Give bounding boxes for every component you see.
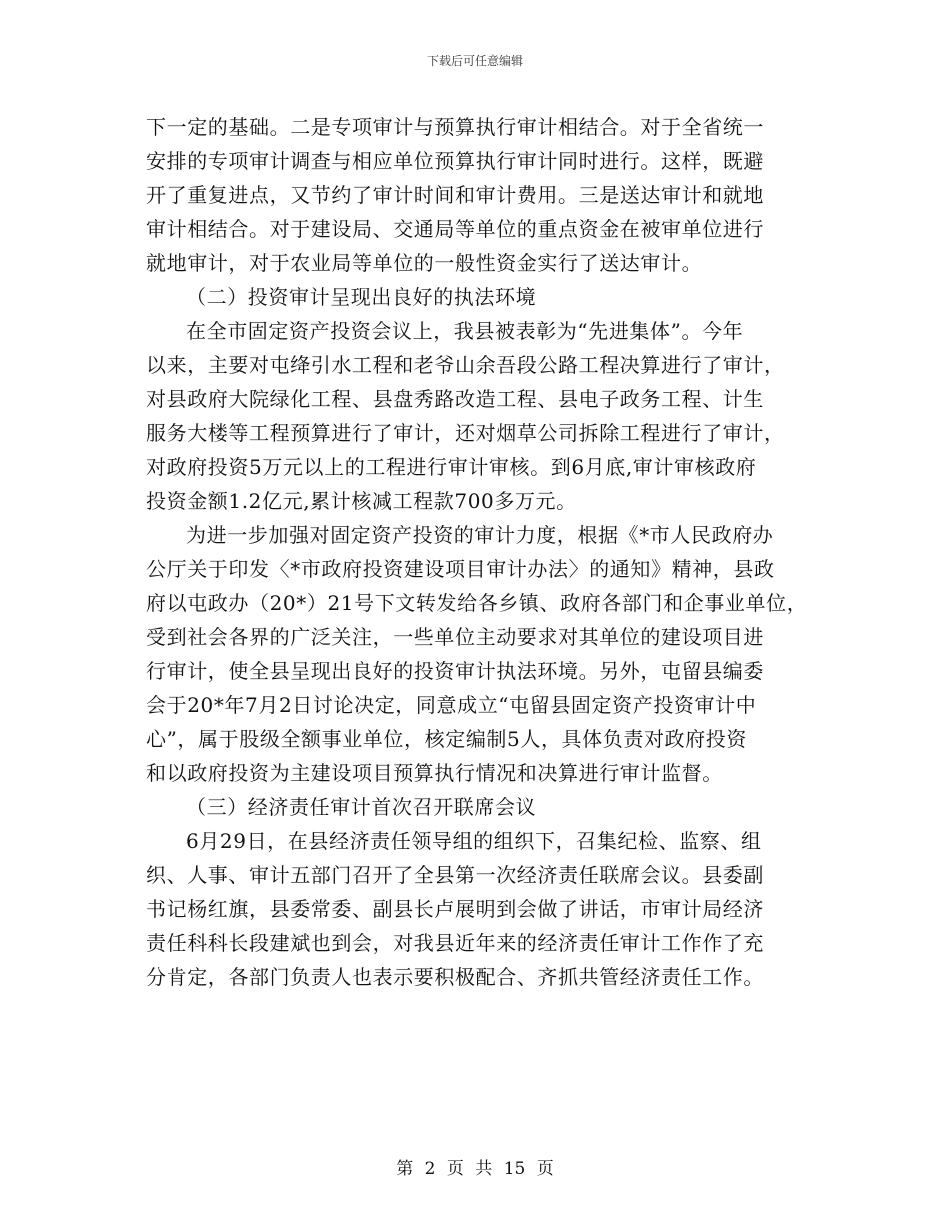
page-header-note: 下载后可任意编辑 [426,54,523,68]
page-number: 第 2 页 共 15 页 [396,1159,554,1179]
text-line: 责任科科长段建斌也到会，对我县近年来的经济责任审计工作作了充 [146,931,764,955]
text-line: 会于20*年7月2日讨论决定，同意成立“屯留县固定资产投资审计中 [146,693,757,717]
section-heading-2: （二）投资审计呈现出良好的执法环境 [186,285,537,309]
text-line: 受到社会各界的广泛关注，一些单位主动要求对其单位的建设项目进 [146,625,764,649]
text-line: 下一定的基础。二是专项审计与预算执行审计相结合。对于全省统一 [146,115,764,139]
text-line: 书记杨红旗，县委常委、副县长卢展明到会做了讲话，市审计局经济 [146,897,764,921]
text-line: 以来，主要对屯绛引水工程和老爷山余吾段公路工程决算进行了审计， [146,353,785,377]
text-line: 行审计，使全县呈现出良好的投资审计执法环境。另外，屯留县编委 [146,659,764,683]
section-heading-3: （三）经济责任审计首次召开联席会议 [186,795,537,819]
text-line: 分肯定，各部门负责人也表示要积极配合、齐抓共管经济责任工作。 [146,965,764,989]
text-line: 心”，属于股级全额事业单位，核定编制5人，具体负责对政府投资 [146,727,747,751]
text-line: 审计相结合。对于建设局、交通局等单位的重点资金在被审单位进行 [146,217,764,241]
document-body [146,110,826,994]
text-line: 府以屯政办（20*）21号下文转发给各乡镇、政府各部门和企事业单位， [146,591,808,615]
text-line: 服务大楼等工程预算进行了审计，还对烟草公司拆除工程进行了审计， [146,421,785,445]
text-line: 6月29日，在县经济责任领导组的组织下，召集纪检、监察、组 [186,829,762,853]
text-line: 对政府投资5万元以上的工程进行审计审核。到6月底,审计审核政府 [146,455,757,479]
text-line: 和以政府投资为主建设项目预算执行情况和决算进行审计监督。 [146,761,723,785]
text-line: 在全市固定资产投资会议上，我县被表彰为“先进集体”。今年 [186,319,744,343]
text-line: 安排的专项审计调查与相应单位预算执行审计同时进行。这样，既避 [146,149,764,173]
text-line: 公厅关于印发〈*市政府投资建设项目审计办法〉的通知》精神，县政 [146,557,775,581]
text-line: 织、人事、审计五部门召开了全县第一次经济责任联席会议。县委副 [146,863,764,887]
text-line: 就地审计，对于农业局等单位的一般性资金实行了送达审计。 [146,251,703,275]
text-line: 对县政府大院绿化工程、县盘秀路改造工程、县电子政务工程、计生 [146,387,764,411]
text-line: 投资金额1.2亿元,累计核减工程款700多万元。 [146,489,577,513]
text-line: 开了重复进点，又节约了审计时间和审计费用。三是送达审计和就地 [146,183,764,207]
text-line: 为进一步加强对固定资产投资的审计力度，根据《*市人民政府办 [186,523,774,547]
